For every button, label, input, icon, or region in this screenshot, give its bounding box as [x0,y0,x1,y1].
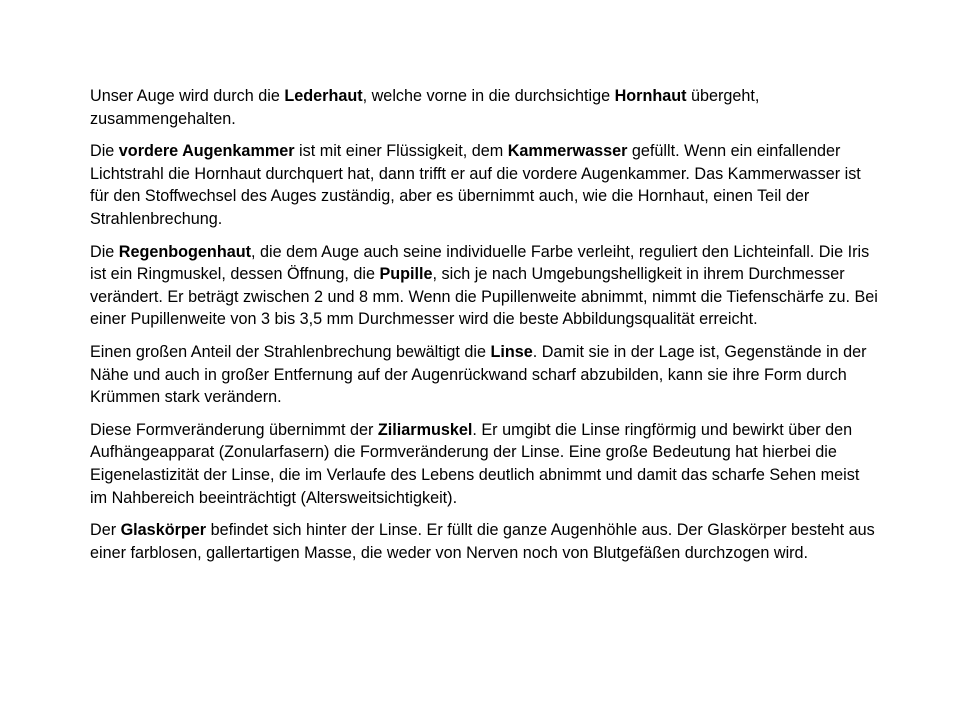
paragraph-augenkammer [90,140,880,230]
text-body [90,85,880,574]
paragraph-regenbogenhaut [90,241,880,331]
term-lederhaut: Lederhaut [284,87,363,105]
text-segment: befindet sich hinter der Linse. Er füllt die ganze Augenhöhle aus. Der Glaskörper besteht aus einer farblosen, gallertartigen Masse, die weder von Nerven noch von Blutgefäßen durchzogen wird. [90,521,875,562]
text-segment: Unser Auge wird durch die [90,87,285,105]
paragraph-glaskoerper [90,519,880,564]
term-vordere-augenkammer: vordere Augenkammer [118,142,295,161]
term-linse: Linse [490,342,533,361]
text-segment: Die [90,242,119,261]
text-segment: , die dem Auge auch seine individuelle Farbe verleiht, reguliert den Lichteinfall. Die Iris ist ein Ringmuskel, dessen Öffnung, die [90,242,870,284]
text-segment: , welche vorne in die durchsichtige [362,87,615,105]
paragraph-ziliarmuskel [90,419,880,509]
text-segment: Die [90,142,119,161]
text-segment: , sich je nach Umgebungshelligkeit in ihrem Durchmesser verändert. Er beträgt zwischen 2 und 8 mm. Wenn die Pupillenweite abnimmt, nimmt die Tiefenschärfe zu. Bei einer Pupillenweite von 3 bis 3,5 mm Durchmesser wird die beste Abbildungsqualität erreicht. [90,265,878,329]
text-segment: Einen großen Anteil der Strahlenbrechung bewältigt die [90,342,491,361]
paragraph-linse [90,341,880,409]
text-segment: Diese Formveränderung übernimmt der [90,420,378,439]
text-segment: . Er umgibt die Linse ringförmig und bewirkt über den Aufhängeapparat (Zonularfasern) die Formveränderung der Linse. Eine große Bedeutung hat hierbei die Eigenelastizität der Linse, die im Verlaufe des Lebens deutlich abnimmt und damit das scharfe Sehen meist im Nahbereich beeinträchtigt (Altersweitsichtigkeit). [90,420,860,507]
term-regenbogenhaut: Regenbogenhaut [118,242,251,261]
term-glaskoerper: Glaskörper [120,521,207,540]
text-segment: ist mit einer Flüssigkeit, dem [294,142,508,161]
term-hornhaut: Hornhaut [614,87,687,105]
text-segment: . Damit sie in der Lage ist, Gegenstände in der Nähe und auch in großer Entfernung auf der Augenrückwand scharf abzubilden, kann sie ihre Form durch Krümmen stark verändern. [90,342,867,407]
paragraph-lederhaut [90,85,880,130]
term-pupille: Pupille [379,265,433,284]
term-ziliarmuskel: Ziliarmuskel [377,420,473,439]
text-segment: übergeht, zusammengehalten. [90,87,760,128]
text-segment: Der [90,521,121,540]
term-kammerwasser: Kammerwasser [507,142,628,161]
text-segment: gefüllt. Wenn ein einfallender Lichtstrahl die Hornhaut durchquert hat, dann trifft er auf die vordere Augenkammer. Das Kammerwasser ist für den Stoffwechsel des Auges zuständig, aber es übernimmt auch, wie die Hornhaut, einen Teil der Strahlenbrechung. [90,142,861,228]
